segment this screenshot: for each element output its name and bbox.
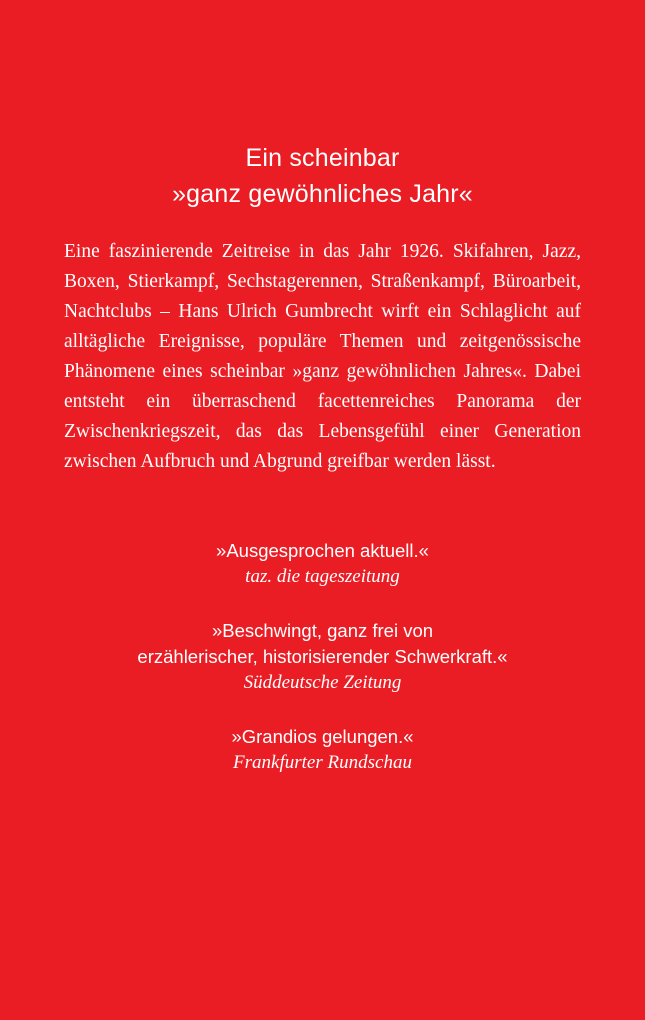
quote-line: »Grandios gelungen.«: [231, 726, 414, 747]
press-quote: [0, 618, 645, 696]
quote-source: Süddeutsche Zeitung: [243, 672, 402, 693]
press-quote: [0, 724, 645, 776]
headline: [0, 140, 645, 212]
quote-line: »Beschwingt, ganz frei von: [211, 620, 434, 641]
quote-text: [0, 618, 645, 670]
quote-source: taz. die tageszeitung: [245, 566, 400, 587]
quote-line: »Ausgesprochen aktuell.«: [216, 540, 429, 561]
headline-line-2: »ganz gewöhnliches Jahr«: [172, 180, 473, 208]
quote-source: Frankfurter Rundschau: [233, 752, 412, 773]
press-quote: [0, 538, 645, 590]
quote-line: erzählerischer, historisierender Schwerkraft.«: [137, 646, 508, 667]
quote-text: [0, 538, 645, 564]
blurb-paragraph: Eine faszinierende Zeitreise in das Jahr 1926. Skifahren, Jazz, Boxen, Stierkampf, Sechstagerennen, Straßenkampf, Büroarbeit, Nachtclubs – Hans Ulrich Gumbrecht wirft ein Schlaglicht auf alltägliche Ereignisse, populäre Themen und zeitgenössische Phänomene eines scheinbar »ganz gewöhnlichen Jahres«. Dabei entsteht ein überraschend facettenreiches Panorama der Zwischenkriegszeit, das das Lebensgefühl einer Generation zwischen Aufbruch und Abgrund greifbar werden lässt.: [64, 241, 581, 472]
headline-line-1: Ein scheinbar: [245, 144, 400, 172]
quote-text: [0, 724, 645, 750]
